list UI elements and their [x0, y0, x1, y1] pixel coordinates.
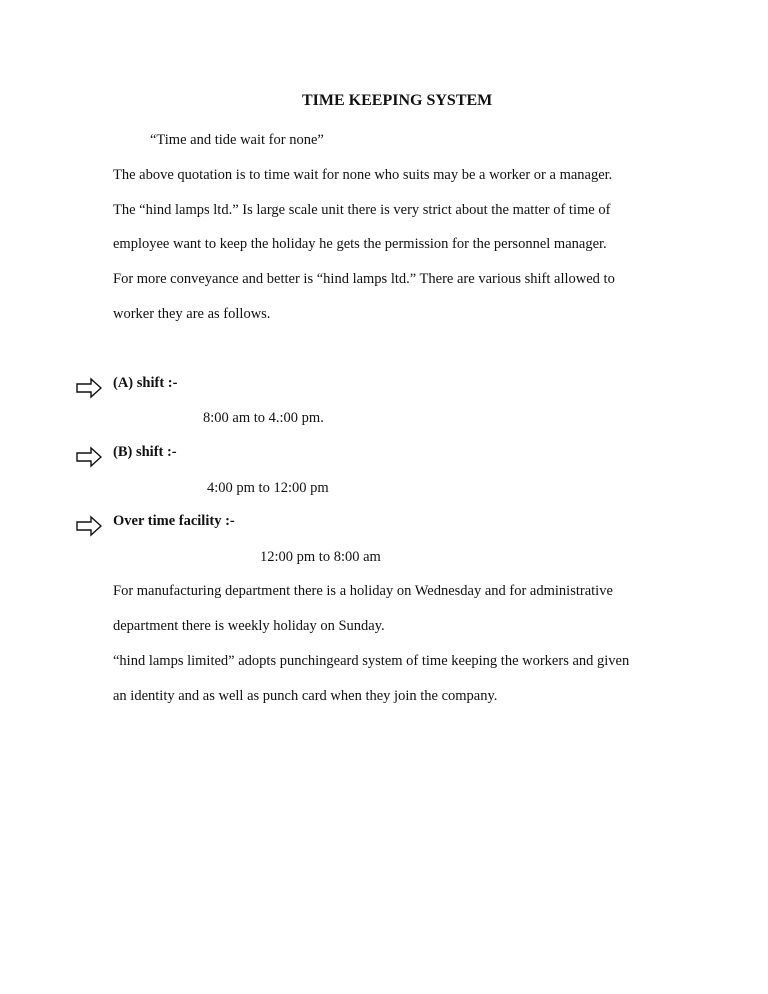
- right-arrow-icon: [76, 377, 102, 399]
- overtime-label: Over time facility :-: [113, 513, 235, 529]
- intro-line: employee want to keep the holiday he gets the permission for the personnel manager.: [113, 236, 607, 252]
- quote: “Time and tide wait for none”: [150, 132, 324, 148]
- shift-b-label: (B) shift :-: [113, 444, 177, 460]
- intro-line: The above quotation is to time wait for none who suits may be a worker or a manager.: [113, 167, 613, 183]
- overtime-time: 12:00 pm to 8:00 am: [260, 549, 381, 565]
- intro-line: worker they are as follows.: [113, 306, 271, 322]
- shift-a-time: 8:00 am to 4.:00 pm.: [203, 410, 324, 426]
- closing-line: For manufacturing department there is a holiday on Wednesday and for administrative: [113, 583, 613, 599]
- intro-line: For more conveyance and better is “hind lamps ltd.” There are various shift allowed to: [113, 271, 615, 287]
- closing-line: “hind lamps limited” adopts punchingeard system of time keeping the workers and given: [113, 653, 630, 669]
- right-arrow-icon: [76, 515, 102, 537]
- shift-b-time: 4:00 pm to 12:00 pm: [207, 480, 329, 496]
- document-title: TIME KEEPING SYSTEM: [302, 92, 493, 109]
- closing-line: an identity and as well as punch card when they join the company.: [113, 688, 498, 704]
- closing-line: department there is weekly holiday on Sunday.: [113, 618, 385, 634]
- shift-a-label: (A) shift :-: [113, 375, 178, 391]
- right-arrow-icon: [76, 446, 102, 468]
- intro-line: The “hind lamps ltd.” Is large scale unit there is very strict about the matter of time of: [113, 202, 611, 218]
